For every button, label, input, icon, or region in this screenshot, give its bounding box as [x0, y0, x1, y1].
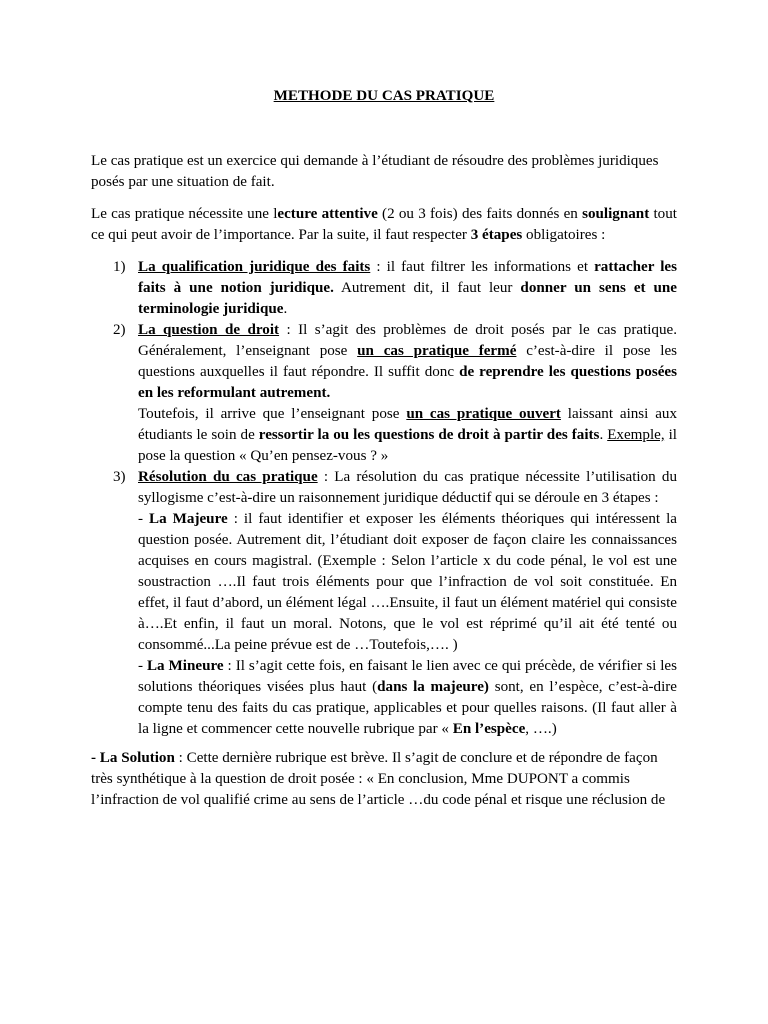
- step-item-2: [91, 320, 677, 467]
- step-number: 3): [113, 469, 126, 485]
- step-heading: Résolution du cas pratique: [138, 469, 318, 485]
- step-item-3: [91, 467, 677, 740]
- step-item-1: [91, 257, 677, 320]
- step-number: 2): [113, 322, 126, 338]
- emphasis-text: soulignant: [582, 206, 650, 222]
- solution-paragraph: - La Solution : Cette dernière rubrique est brève. Il s’agit de conclure et de répondre de façon très synthétique à la question de droit posée : « En conclusion, Mme DUPONT a commis l’infraction de vol qualifié crime au sens de l’article …du code pénal et risque une réclusion de: [91, 750, 666, 808]
- document-page: [91, 86, 677, 811]
- step-number: 1): [113, 259, 126, 275]
- step-heading: La question de droit: [138, 322, 280, 338]
- emphasis-text: ecture attentive: [277, 206, 378, 222]
- step-text: La question de droit : Il s’agit des problèmes de droit posés par le cas pratique. Généralement, l’enseignant pose un cas pratique fermé c’est-à-dire il pose les questions auxquelles il faut répondre. Il suffit donc de reprendre les questions posées en les reformulant autrement.: [138, 322, 678, 401]
- step-text-continued: Toutefois, il arrive que l’enseignant pose un cas pratique ouvert laissant ainsi aux étudiants le soin de ressortir la ou les questions de droit à partir des faits. Exemple, il pose la question « Qu’en pensez-vous ? »: [138, 406, 678, 464]
- step-text: Résolution du cas pratique : La résolution du cas pratique nécessite l’utilisation du syllogisme c’est-à-dire un raisonnement juridique déductif qui se déroule en 3 étapes :: [138, 469, 677, 506]
- emphasis-text: 3 étapes: [470, 227, 523, 243]
- method-paragraph: Le cas pratique nécessite une lecture attentive (2 ou 3 fois) des faits donnés en soulignant tout ce qui peut avoir de l’importance. Par la suite, il faut respecter 3 étapes obligatoires :: [91, 206, 677, 243]
- mineure-paragraph: - La Mineure : Il s’agit cette fois, en faisant le lien avec ce qui précède, de vérifier si les solutions théoriques visées plus haut (dans la majeure) sont, en l’espèce, c’est-à-dire compte tenu des faits du cas pratique, applicables et pour quelles raisons. (Il faut aller à la ligne et commencer cette nouvelle rubrique par « En l’espèce, ….): [138, 658, 678, 737]
- step-heading: La qualification juridique des faits: [138, 259, 371, 275]
- majeure-paragraph: - La Majeure : il faut identifier et exposer les éléments théoriques qui intéressent la question posée. Autrement dit, l’étudiant doit exposer de façon claire les connaissances acquises en cours magistral. (Exemple : Selon l’article x du code pénal, le vol est une soustraction ….Il faut trois éléments pour que l’infraction de vol soit constituée. En effet, il faut d’abord, un élément légal ….Ensuite, il faut un élément matériel qui consiste à….Et enfin, il faut un moral. Notons, que le vol est réprimé qu’il ait été tenté ou consommé...La peine prévue est de …Toutefois,…. ): [138, 511, 677, 653]
- intro-paragraph: Le cas pratique est un exercice qui demande à l’étudiant de résoudre des problèmes juridiques posés par une situation de fait.: [91, 153, 659, 190]
- step-text: La qualification juridique des faits : il faut filtrer les informations et rattacher les faits à une notion juridique. Autrement dit, il faut leur donner un sens et une terminologie juridique.: [138, 259, 678, 317]
- document-title: METHODE DU CAS PRATIQUE: [273, 88, 495, 104]
- steps-list: [91, 257, 677, 740]
